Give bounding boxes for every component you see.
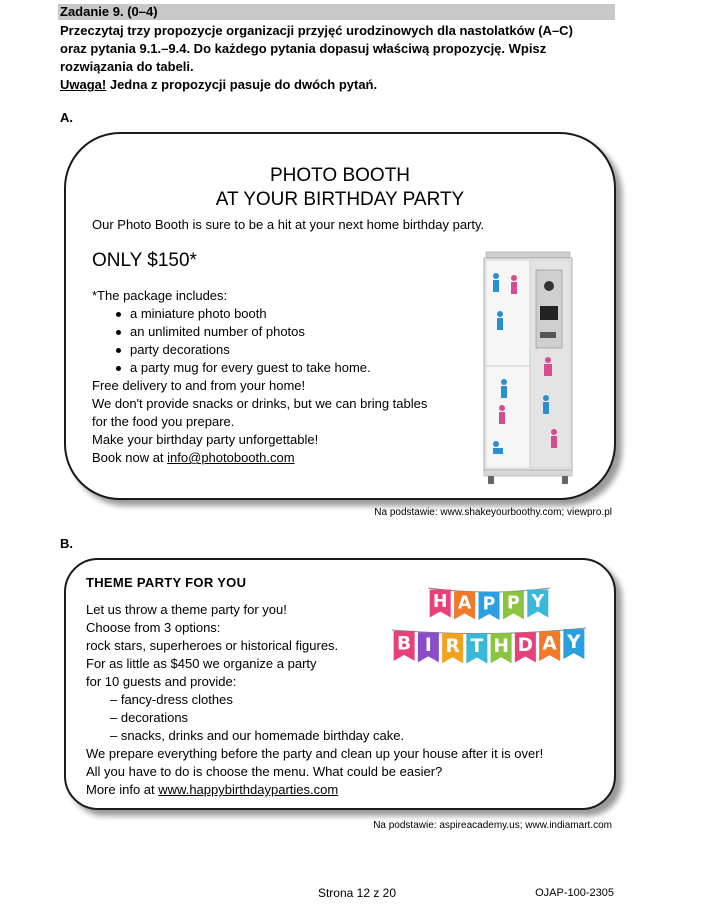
offer-b-line: Let us throw a theme party for you!: [86, 602, 287, 617]
banner-letter: A: [542, 633, 557, 655]
offer-b-line: Choose from 3 options:: [86, 620, 221, 635]
banner-flag-a: [454, 591, 475, 619]
banner-flag-y: [527, 589, 548, 617]
banner-letter: Y: [531, 591, 545, 612]
banner-flag-a: [539, 631, 560, 661]
info-prefix: More info at: [86, 782, 159, 797]
banner-letter: H: [432, 591, 448, 612]
instruction-line: Przeczytaj trzy propozycje organizacji przyjęć urodzinowych dla nastolatków (A–C): [60, 23, 573, 38]
instruction-line: rozwiązania do tabeli.: [60, 59, 194, 74]
banner-flag-i: [418, 632, 439, 662]
package-item: party decorations: [92, 341, 472, 359]
offer-a-line: We don't provide snacks or drinks, but we can bring tables: [92, 396, 428, 411]
offer-a-source: Na podstawie: www.shakeyourboothy.com; viewpro.pl: [374, 507, 612, 518]
banner-letter: H: [493, 635, 509, 657]
task-instructions: [60, 22, 616, 94]
offer-b-item: – decorations: [110, 710, 189, 725]
banner-letter: B: [397, 633, 412, 655]
offer-b-label: B.: [60, 536, 73, 551]
offer-a-price: ONLY $150*: [92, 250, 197, 271]
offer-a-line: for the food you prepare.: [92, 414, 235, 429]
banner-letter: P: [482, 594, 496, 615]
offer-b-item: – fancy-dress clothes: [110, 692, 233, 707]
banner-flag-h: [491, 633, 512, 663]
banner-letter: I: [424, 634, 432, 656]
offer-b-box: [64, 558, 616, 810]
happy-birthday-banner: [384, 576, 594, 668]
note-label: Uwaga!: [60, 77, 107, 92]
offer-a-title-line1: PHOTO BOOTH: [269, 165, 411, 186]
instruction-line: oraz pytania 9.1.–9.4. Do każdego pytania dopasuj właściwą propozycję. Wpisz: [60, 41, 547, 56]
offer-b-info: [86, 781, 543, 799]
package-item: an unlimited number of photos: [92, 323, 472, 341]
banner-letter: D: [517, 635, 534, 657]
offer-a-booking: [92, 449, 472, 467]
offer-b-line: We prepare everything before the party and clean up your house after it is over!: [86, 746, 544, 761]
booking-prefix: Book now at: [92, 450, 168, 465]
offer-a-intro: Our Photo Booth is sure to be a hit at your next home birthday party.: [92, 217, 485, 232]
banner-letter: P: [507, 593, 520, 614]
banner-flag-r: [442, 633, 463, 663]
offer-a-box: [64, 132, 616, 500]
banner-letter: R: [445, 635, 460, 657]
task-title: Zadanie 9. (0–4): [60, 4, 158, 19]
banner-flag-p: [479, 592, 500, 620]
offer-b-line: rock stars, superheroes or historical figures.: [86, 638, 339, 653]
package-heading: *The package includes:: [92, 288, 228, 303]
photo-booth-illustration: [480, 248, 576, 488]
banner-flag-p: [503, 591, 524, 619]
booking-email-link[interactable]: info@photobooth.com: [167, 450, 295, 465]
offer-b-source: Na podstawie: aspireacademy.us; www.indiamart.com: [373, 820, 612, 831]
banner-letter: T: [470, 636, 484, 658]
banner-flag-y: [563, 629, 584, 659]
banner-letter: A: [457, 593, 472, 614]
offer-a-label: A.: [60, 110, 73, 125]
offer-b-line: All you have to do is choose the menu. What could be easier?: [86, 764, 443, 779]
banner-flag-d: [515, 632, 536, 662]
package-item: a miniature photo booth: [92, 305, 472, 323]
note-text: Jedna z propozycji pasuje do dwóch pytań.: [106, 77, 378, 92]
banner-letter: Y: [567, 631, 581, 653]
banner-flag-b: [394, 631, 415, 661]
banner-flag-h: [430, 589, 451, 617]
offer-a-line: Free delivery to and from your home!: [92, 378, 306, 393]
offer-a-details: [92, 287, 472, 467]
banner-flag-t: [466, 634, 487, 664]
offer-a-line: Make your birthday party unforgettable!: [92, 432, 319, 447]
note-line: [60, 76, 616, 94]
offer-b-line: for 10 guests and provide:: [86, 674, 237, 689]
page-number: Strona 12 z 20: [317, 886, 397, 900]
offer-b-line: For as little as $450 we organize a party: [86, 656, 317, 671]
package-item: a party mug for every guest to take home.: [92, 359, 472, 377]
offer-b-item: – snacks, drinks and our homemade birthday cake.: [110, 728, 405, 743]
info-website-link[interactable]: www.happybirthdayparties.com: [158, 782, 339, 797]
offer-b-title: THEME PARTY FOR YOU: [86, 575, 247, 590]
exam-code: OJAP-100-2305: [535, 887, 614, 899]
offer-a-title-line2: AT YOUR BIRTHDAY PARTY: [215, 189, 465, 210]
